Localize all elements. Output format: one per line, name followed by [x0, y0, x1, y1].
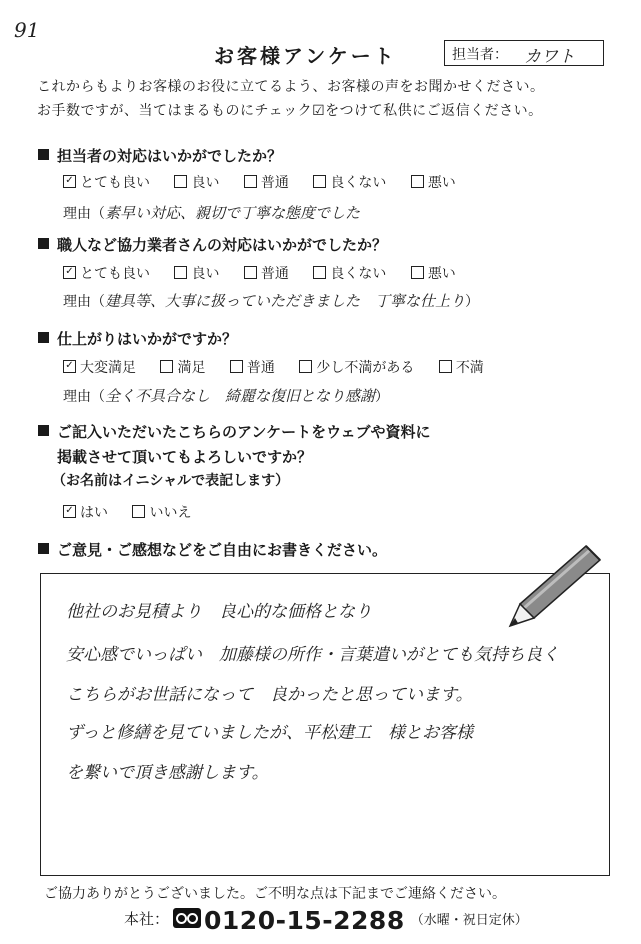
- pencil-icon: [500, 538, 604, 634]
- page-title: お客様アンケート: [214, 44, 397, 68]
- comments-heading: ご意見・ご感想などをご自由にお書きください。: [38, 539, 387, 560]
- option-not-good[interactable]: 良くない: [313, 172, 386, 192]
- staff-label: 担当者：: [452, 47, 508, 63]
- question-heading: 担当者の対応はいかがでしたか？: [38, 145, 282, 166]
- reason-text: 素早い対応、親切で丁寧な態度でした: [105, 204, 361, 222]
- checkbox-icon[interactable]: [411, 266, 424, 279]
- bullet-square-icon: [38, 332, 49, 343]
- comment-line: こちらがお世話になって 良かったと思っています。: [66, 685, 473, 705]
- bullet-square-icon: [38, 149, 49, 160]
- initials-note: （お名前はイニシャルで表記します）: [52, 473, 290, 489]
- bullet-square-icon: [38, 425, 49, 436]
- phone-number[interactable]: 0120-15-2288: [204, 906, 405, 935]
- checkbox-icon[interactable]: [299, 360, 312, 373]
- option-very-good[interactable]: ✓とても良い: [63, 263, 150, 283]
- checkbox-icon[interactable]: [132, 505, 145, 518]
- option-very-good[interactable]: ✓とても良い: [63, 172, 150, 192]
- checkbox-icon[interactable]: [244, 175, 257, 188]
- question-options: [63, 357, 504, 377]
- option-satisfied[interactable]: 満足: [160, 357, 205, 377]
- option-yes[interactable]: ✓はい: [63, 502, 108, 522]
- option-slightly-unsatisfied[interactable]: 少し不満がある: [299, 357, 414, 377]
- option-good[interactable]: 良い: [174, 172, 219, 192]
- option-no[interactable]: いいえ: [132, 502, 191, 522]
- option-unsatisfied[interactable]: 不満: [439, 357, 484, 377]
- checkbox-checked-icon[interactable]: [63, 505, 76, 518]
- question-heading: 職人など協力業者さんの対応はいかがでしたか？: [38, 234, 387, 255]
- comment-line: ずっと修繕を見ていましたが、平松建工 様とお客様: [66, 723, 473, 743]
- comment-line: を繋いで頂き感謝します。: [66, 763, 269, 783]
- checkbox-icon[interactable]: [439, 360, 452, 373]
- option-bad[interactable]: 悪い: [411, 263, 456, 283]
- reason-text: 建具等、大事に扱っていただきました 丁寧な仕上り: [105, 292, 466, 310]
- reason-row: 理由（建具等、大事に扱っていただきました 丁寧な仕上り）: [63, 292, 480, 310]
- question-options: [63, 502, 211, 522]
- comment-line: 他社のお見積より 良心的な価格となり: [66, 602, 372, 622]
- checkbox-icon[interactable]: [313, 266, 326, 279]
- checkbox-checked-icon[interactable]: [63, 360, 76, 373]
- checkbox-checked-icon[interactable]: [63, 266, 76, 279]
- intro-line: お手数ですが、当てはまるものにチェック☑をつけて私供にご返信ください。: [37, 103, 543, 119]
- checkbox-icon[interactable]: [313, 175, 326, 188]
- free-dial-icon: [173, 908, 201, 928]
- comment-line: 安心感でいっぱい 加藤様の所作・言葉遣いがとても気持ち良く: [66, 645, 559, 665]
- reason-text: 全く不具合なし 綺麗な復旧となり感謝: [105, 387, 376, 405]
- checkbox-checked-icon[interactable]: [63, 175, 76, 188]
- option-average[interactable]: 普通: [230, 357, 275, 377]
- option-good[interactable]: 良い: [174, 263, 219, 283]
- thanks-message: ご協力ありがとうございました。ご不明な点は下記までご連絡ください。: [44, 886, 506, 902]
- checkbox-icon[interactable]: [411, 175, 424, 188]
- checkbox-icon[interactable]: [244, 266, 257, 279]
- option-not-good[interactable]: 良くない: [313, 263, 386, 283]
- question-heading: ご記入いただいたこちらのアンケートをウェブや資料に: [38, 421, 431, 442]
- office-label: 本社：: [124, 910, 170, 928]
- intro-line: これからもよりお客様のお役に立てるよう、お客様の声をお聞かせください。: [37, 79, 545, 95]
- option-very-satisfied[interactable]: ✓大変満足: [63, 357, 136, 377]
- reason-row: 理由（素早い対応、親切で丁寧な態度でした: [63, 204, 361, 222]
- question-heading: 仕上がりはいかがですか？: [38, 328, 237, 349]
- staff-name: カワト: [524, 47, 575, 67]
- bullet-square-icon: [38, 238, 49, 249]
- bullet-square-icon: [38, 543, 49, 554]
- question-options: [63, 263, 476, 283]
- checkbox-icon[interactable]: [174, 175, 187, 188]
- contact-footer: [124, 906, 528, 935]
- checkbox-icon[interactable]: [174, 266, 187, 279]
- option-average[interactable]: 普通: [244, 263, 289, 283]
- option-average[interactable]: 普通: [244, 172, 289, 192]
- question-options: [63, 172, 476, 192]
- option-bad[interactable]: 悪い: [411, 172, 456, 192]
- checkbox-icon[interactable]: [160, 360, 173, 373]
- business-hours: （水曜・祝日定休）: [410, 913, 528, 928]
- reason-row: 理由（全く不具合なし 綺麗な復旧となり感謝）: [63, 387, 390, 405]
- question-heading-cont: 掲載させて頂いてもよろしいですか？: [57, 448, 313, 466]
- page-number: 91: [14, 18, 40, 42]
- checkbox-icon[interactable]: [230, 360, 243, 373]
